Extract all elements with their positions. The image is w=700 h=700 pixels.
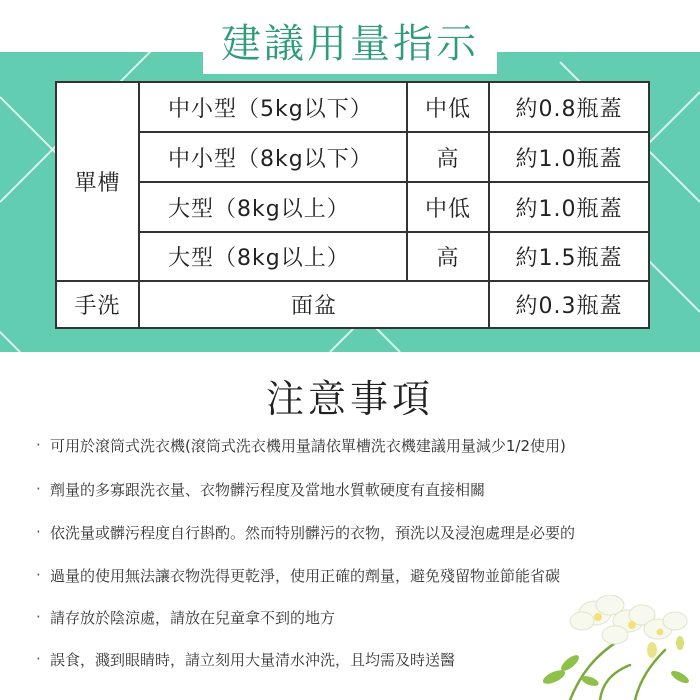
row-soil-level: 高 <box>436 246 460 271</box>
note-text: 過量的使用無法讓衣物洗得更乾淨，使用正確的劑量，避免殘留物並節能省碳 <box>50 566 561 585</box>
notes-title: 注意事項 <box>265 377 434 421</box>
bullet: · <box>36 523 41 541</box>
dosage-table <box>55 81 650 329</box>
page-title: 建議用量指示 <box>203 14 497 74</box>
group-label-hand-wash: 手洗 <box>74 294 121 319</box>
hand-wash-amount: 約0.3瓶蓋 <box>515 294 623 319</box>
bullet: · <box>36 436 41 454</box>
list-item <box>36 432 676 458</box>
note-text: 可用於滾筒式洗衣機(滾筒式洗衣機用量請依單槽洗衣機建議用量減少1/2使用) <box>50 436 566 455</box>
row-soil-level: 高 <box>436 146 460 172</box>
note-text: 誤食，濺到眼睛時，請立刻用大量清水沖洗，且均需及時送醫 <box>50 650 456 669</box>
row-machine-type: 大型（8kg以上） <box>168 196 350 222</box>
bullet: · <box>36 480 41 498</box>
row-soil-level: 中低 <box>424 196 471 222</box>
row-amount: 約1.0瓶蓋 <box>515 196 623 222</box>
row-machine-type: 中小型（5kg以下） <box>168 96 373 122</box>
row-machine-type: 中小型（8kg以下） <box>168 146 373 172</box>
title-wrap <box>0 14 700 74</box>
row-soil-level: 中低 <box>424 96 471 122</box>
note-text: 請存放於陰涼處，請放在兒童拿不到的地方 <box>50 608 336 627</box>
group-label-single-tub: 單槽 <box>74 171 121 196</box>
note-text: 依洗量或髒污程度自行斟酌。然而特別髒污的衣物，預洗以及浸泡處理是必要的 <box>50 523 576 542</box>
note-text: 劑量的多寡跟洗衣量、衣物髒污程度及當地水質軟硬度有直接相關 <box>50 480 486 499</box>
bullet: · <box>36 608 41 626</box>
freesia-flower-image <box>540 595 700 700</box>
row-amount: 約1.5瓶蓋 <box>515 246 623 271</box>
row-amount: 約1.0瓶蓋 <box>515 146 623 172</box>
list-item <box>36 519 676 545</box>
list-item <box>36 476 676 502</box>
row-machine-type: 大型（8kg以上） <box>168 246 350 271</box>
bullet: · <box>36 566 41 584</box>
bullet: · <box>36 650 41 668</box>
list-item <box>36 562 676 588</box>
hand-wash-type: 面盆 <box>290 294 337 319</box>
row-amount: 約0.8瓶蓋 <box>515 96 623 122</box>
